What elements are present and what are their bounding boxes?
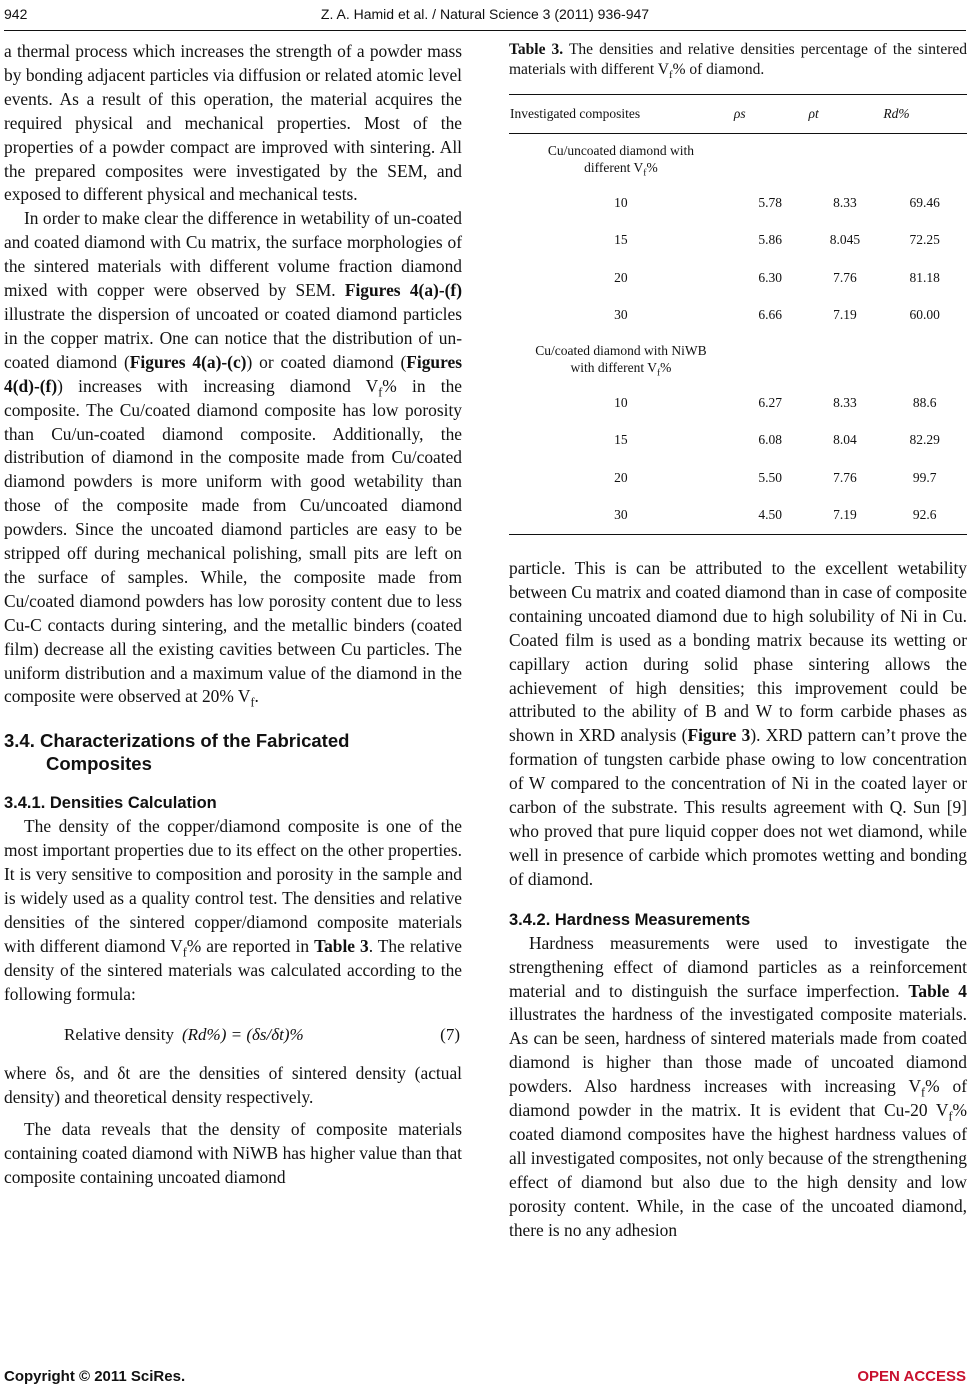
column-header: ρs — [733, 106, 746, 122]
table-group-row — [509, 134, 967, 185]
table-row: 30 4.50 7.19 92.6 — [509, 497, 967, 535]
running-head: Z. A. Hamid et al. / Natural Science 3 (2011) 936-947 — [320, 6, 650, 22]
table-header-row — [509, 95, 967, 134]
equation — [4, 1018, 462, 1052]
paragraph: In order to make clear the difference in wetability of un-coated and coated diamond with Cu matrix, the surface morphologies of the sintered materials with different volume fraction diamond mixed with copper were observed by SEM. Figures 4(a)-(f) illustrate the dispersion of uncoated or coated diamond particles in the copper matrix. One can notice that the distribution of un-coated diamond (Figures 4(a)-(c)) or coated diamond (Figures 4(d)-(f)) increases with increasing diamond $V_f\%$ in the composite. The Cu/coated diamond composite has low porosity than Cu/un-coated diamond composite. Additionally, the distribution of diamond in the composite made from Cu/coated diamond powders is more uniform with good wetability than those of the composite made from Cu/uncoated diamond powders. Since the uncoated diamond particles are easy to be stripped off during mechanical polishing, small pits are left on the surface of samples. While, the composite made from Cu/coated diamond powders has low porosity content due to less Cu-C contacts during sintering, and the metallic binders (coated film) decrease all the existing cavities between Cu particles. The uniform distribution and a maximum value of the diamond in the composite were observed at 20% $V_f$. — [4, 208, 462, 710]
open-access-label: OPEN ACCESS — [857, 1368, 966, 1385]
density-table — [509, 94, 967, 535]
equation-number: (7) — [440, 1024, 460, 1044]
table-row: 30 6.66 7.19 60.00 — [614, 307, 940, 323]
paragraph: particle. This is can be attributed to the excellent wetability between Cu matrix and coated diamond than in case of composite containing uncoated diamond due to high solubility of Ni in Cu. Coated film is used as a bonding matrix because its wetting or capillary action during solid phase sintering allows the achievement of high densities; this improvement could be attributed to the ability of B and W to form carbide phases as shown in XRD analysis (Figure 3). XRD pattern can’t prove the formation of tungsten carbide phase owing to low concentration of W compared to the concentration of Ni in the coated layer or carbon of the substrate. This results agreement with Q. Sun [9] who proved that pure liquid copper does not wet diamond, while well in presence of carbide which promotes wetting and bonding of diamond. — [509, 558, 967, 889]
paragraph: Hardness measurements were used to investigate the strengthening effect of diamond particles as a reinforcement material and to distinguish the surface imperfection. Table 4 illustrates the hardness of the investigated composite materials. As can be seen, hardness of sintered materials made from coated diamond is higher than those made of uncoated diamond powders. Also hardness increases with increasing $V_f\%$ of diamond powder in the matrix. It is evident that Cu-20 $V_f\%$ coated diamond composites have the highest hardness values of all investigated composites, not only because of the strengthening effect of diamond but also due to the high density and low porosity content. While, in the case of the uncoated diamond, there is no any adhesion — [509, 932, 967, 1240]
equation-expression: (Rd%) = (δs/δt)% — [182, 1024, 304, 1044]
column-header: ρt — [808, 106, 819, 122]
table-row: 20 6.30 7.76 81.18 — [614, 269, 940, 285]
paragraph: The density of the copper/diamond composite is one of the most important properties due to its effect on the other properties. It is very sensitive to composition and porosity in the sample and is widely used as a quality control test. The densities and relative densities of the sintered copper/diamond composite materials with different diamond $V_f\%$ are reported in Table 3. The relative density of the sintered materials was calculated according to the following formula: — [4, 816, 463, 1004]
group-label: Cu/coated diamond with NiWB with different $V_f\%$ — [535, 343, 707, 379]
equation-label: Relative density — [64, 1024, 175, 1044]
subsection-heading: 3.4.1. Densities Calculation — [4, 794, 217, 813]
table-row: 10 5.78 8.33 69.46 — [614, 194, 940, 210]
left-column — [4, 40, 462, 1190]
table-row: 10 6.27 8.33 88.6 — [614, 394, 937, 410]
subsection-heading: 3.4.2. Hardness Measurements — [509, 910, 751, 929]
column-header: Rd% — [883, 106, 910, 122]
paragraph: a thermal process which increases the strength of a powder mass by bonding adjacent particles via diffusion or related atomic level events. As a result of this operation, the material acquires the required physical and mechanical properties. Most of the properties of a powder compact are improved with sintering. All the prepared composites were investigated by the SEM, and exposed to different physical and mechanical tests. — [4, 41, 462, 205]
page-header — [0, 6, 970, 28]
group-label: Cu/uncoated diamond with different $V_f\%$ — [547, 143, 695, 179]
table-caption: Table 3. The densities and relative densities percentage of the sintered materials with different $V_f\%$ of diamond. — [509, 41, 967, 82]
table-row: 20 5.50 7.76 99.7 — [614, 469, 937, 485]
table-row: 15 6.08 8.04 82.29 — [614, 432, 940, 448]
section-heading: 3.4. Characterizations of the Fabricated Composites — [4, 730, 350, 775]
paragraph: where δs, and δt are the densities of sintered density (actual density) and theoretical density respectively. — [4, 1062, 462, 1107]
right-column — [509, 40, 967, 1242]
table-row: 15 5.86 8.045 72.25 — [614, 232, 940, 248]
paragraph: The data reveals that the density of composite materials containing coated diamond with NiWB has higher value than that composite containing uncoated diamond — [4, 1119, 462, 1188]
page-number: 942 — [4, 6, 28, 22]
copyright-notice: Copyright © 2011 SciRes. — [4, 1368, 186, 1385]
column-header: Investigated composites — [510, 106, 641, 122]
table-group-row — [509, 334, 967, 384]
header-rule — [4, 30, 966, 31]
